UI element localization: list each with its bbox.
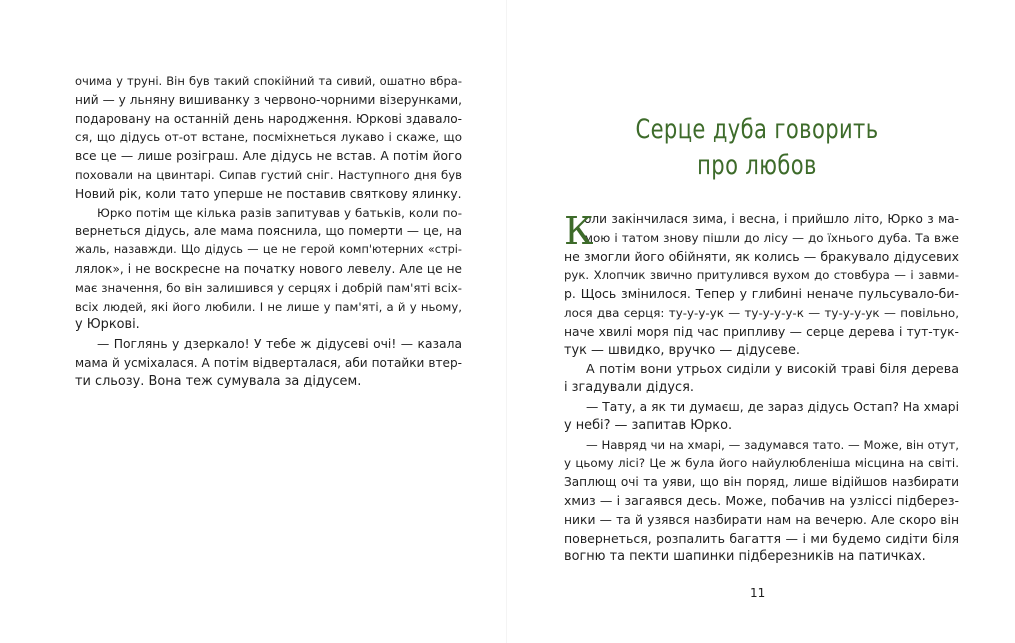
text-line: у цьому лісі? Це ж була його найулюбленіша місцина на світі. [564, 456, 959, 471]
text-line: оли закінчилася зима, і весна, і прийшло літо, Юрко з ма- [584, 212, 959, 226]
text-line: очима у труні. Він був такий спокійний та сивий, ошатно вбра- [75, 74, 462, 88]
text-line: тук — швидко, вручко — дідусеве. [564, 342, 801, 358]
text-line: ся, що дідусь от-от встане, посміхнеться лукаво і скаже, що [75, 130, 462, 145]
text-line: мама й усміхалася. А потім відверталася, аби потайки втер- [75, 355, 462, 370]
text-line: подаровану на останній день народження. Юркові здавало- [75, 111, 462, 126]
text-line: — Тату, а як ти думаєш, де зараз дідусь Остап? На хмарі [586, 399, 959, 414]
text-line: вогню та пекти шапинки підберезників на патичках. [564, 549, 926, 565]
text-line: у небі? — запитав Юрко. [564, 417, 733, 433]
text-line: — Поглянь у дзеркало! У тебе ж дідусеві очі! — казала [97, 337, 462, 352]
text-line: вернеться дідусь, але мама пояснила, що померти — це, на [75, 224, 462, 239]
left-page [0, 0, 507, 643]
text-line: Заплющ очі та уяви, що він поряд, лише відійшов назбирати [564, 475, 959, 490]
text-line: Юрко потім ще кілька разів запитував у батьків, коли по- [97, 205, 462, 220]
text-line: лялок», і не воскресне на початку нового левелу. Але це не [75, 261, 462, 276]
text-line: має значення, бо він залишився у серцях і добрій пам'яті всіх- [75, 280, 462, 295]
text-line: поховали на цвинтарі. Сипав густий сніг. Наступного дня був [75, 167, 462, 182]
text-line: все це — лише розіграш. Але дідусь не встав. А потім його [75, 149, 462, 164]
chapter-title [562, 112, 952, 184]
text-line: жаль, назавжди. Що дідусь — це не герой комп'ютерних «стрі- [75, 243, 462, 257]
chapter-title-line: Серце дуба говорить [635, 114, 879, 145]
text-line: хмиз — і загаявся десь. Може, побачив на узліссі підберез- [564, 492, 959, 508]
drop-cap: К [564, 209, 594, 253]
text-line: р. Щось змінилося. Тепер у глибині неначе пульсувало-би- [564, 286, 959, 302]
page-number: 11 [750, 586, 766, 600]
text-line: повернеться, розпалить багаття — і ми будемо сидіти біля [564, 530, 959, 546]
right-page [507, 0, 1015, 643]
text-line: Новий рік, коли тато уперше не поставив святкову ялинку. [75, 186, 462, 201]
text-line: лося два серця: ту-у-у-ук — ту-у-у-у-к — ту-у-у-ук — повільно, [564, 305, 959, 320]
text-line: у Юркові. [75, 317, 140, 333]
text-line: ники — та й узявся назбирати нам на вечерю. Але скоро він [564, 512, 959, 527]
text-line: не змогли його обійняти, як колись — бракувало дідусевих [564, 248, 959, 264]
text-line: ти сльозу. Вона теж сумувала за дідусем. [75, 373, 362, 389]
text-line: наче хвилі моря під час припливу — серце дерева і тут-тук- [564, 324, 959, 339]
right-page-text [564, 210, 959, 567]
text-line: мою і татом знову пішли до лісу — до їхнього дуба. Та вже [584, 230, 959, 245]
text-line: всіх людей, які його любили. І не лише у пам'яті, а й у ньому, [75, 299, 462, 314]
text-line: — Навряд чи на хмарі, — задумався тато. — Може, він отут, [586, 437, 959, 452]
chapter-title-line: про любов [697, 150, 817, 181]
text-line: ний — у льняну вишиванку з червоно-чорними візерунками, [75, 92, 462, 107]
text-line: А потім вони утрьох сиділи у високій траві біля дерева [586, 361, 959, 377]
text-line: і згадували дідуся. [564, 380, 694, 396]
text-line: рук. Хлопчик звично притулився вухом до стовбура — і завми- [564, 268, 959, 283]
left-page-text [75, 72, 462, 392]
